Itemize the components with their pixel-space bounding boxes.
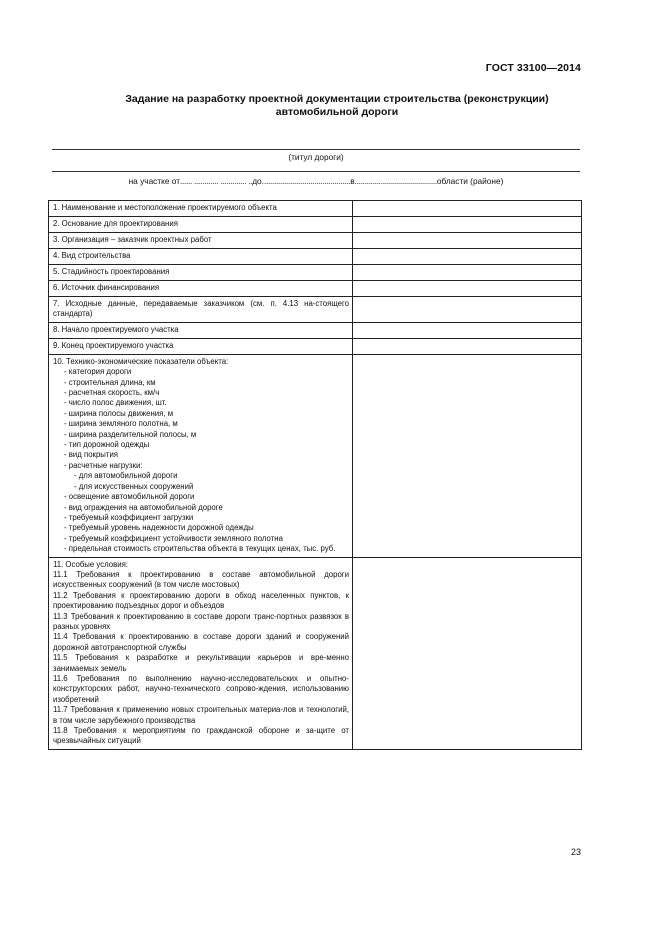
row-value-cell[interactable] — [353, 201, 582, 217]
row-label: 2. Основание для проектирования — [49, 217, 353, 233]
row-value-cell[interactable] — [353, 338, 582, 354]
section-suffix: области (районе) — [436, 176, 504, 186]
section-dots-from: ...... ............ ............. .. — [180, 176, 253, 186]
table-row-indicators — [49, 354, 582, 557]
row-value-cell[interactable] — [353, 265, 582, 281]
table-row-special-conditions — [49, 557, 582, 749]
row-label: 5. Стадийность проектирования — [49, 265, 353, 281]
row-value-cell[interactable] — [353, 281, 582, 297]
special-condition-item: 11.1 Требования к проектированию в составе автомобильной дороги искусственных сооружений (в том числе мостовых) — [53, 569, 349, 590]
section-in: в — [350, 176, 355, 186]
special-condition-item: 11.6 Требования по выполнению научно-исследовательских и опытно-конструкторских работ, научно-технического сопрово-ждения, использованию изобретений — [53, 674, 349, 704]
table-row — [49, 297, 582, 323]
load-item: - для искусственных сооружений — [74, 481, 194, 491]
table-row — [49, 338, 582, 354]
indicator-item: - ширина полосы движения, м — [64, 408, 174, 418]
row-label: 1. Наименование и местоположение проектируемого объекта — [49, 201, 353, 217]
indicator-item: - освещение автомобильной дороги — [64, 492, 195, 502]
row-label-text: 7. Исходные данные, передаваемые заказчиком (см. п. 4.13 на-стоящего стандарта) — [53, 299, 349, 319]
road-title-caption: (титул дороги) — [288, 152, 344, 162]
special-condition-item: 11.5 Требования к разработке и рекультивации карьеров и вре-менно занимаемых земель — [53, 653, 349, 673]
indicator-item: - тип дорожной одежды — [64, 440, 150, 450]
page-number: 23 — [570, 847, 581, 857]
table-row — [49, 281, 582, 297]
table-row — [49, 322, 582, 338]
table-row — [49, 233, 582, 249]
row-value-cell[interactable] — [353, 322, 582, 338]
indicator-item: - ширина разделительной полосы, м — [64, 429, 197, 439]
row-label: 9. Конец проектируемого участка — [49, 338, 353, 354]
special-condition-item: 11.3 Требования к проектированию в составе дороги транс-портных развязок в разных уровнях — [53, 611, 349, 631]
load-item: - для автомобильной дороги — [74, 471, 178, 481]
separator-line — [52, 171, 580, 172]
special-conditions-title: 11. Особые условия: — [53, 559, 128, 569]
document-title — [50, 93, 624, 119]
document-title-line-2: автомобильной дороги — [275, 106, 399, 118]
indicators-title: 10. Технико-экономические показатели объекта: — [53, 356, 229, 366]
section-prefix: на участке от — [128, 176, 181, 186]
indicator-item: - требуемый коэффициент устойчивости земляного полотна — [64, 533, 283, 543]
special-conditions-label — [49, 557, 353, 749]
standard-code: ГОСТ 33100—2014 — [485, 62, 581, 74]
table-row — [49, 265, 582, 281]
indicator-item: - ширина земляного полотна, м — [64, 419, 178, 429]
row-value-cell[interactable] — [353, 354, 582, 557]
indicator-item: - расчетная скорость, км/ч — [64, 388, 160, 398]
table-row — [49, 201, 582, 217]
row-value-cell[interactable] — [353, 297, 582, 323]
indicator-item: - требуемый уровень надежности дорожной одежды — [64, 523, 254, 533]
row-label: 3. Организация – заказчик проектных работ — [49, 233, 353, 249]
section-dots-to: ........................................... — [263, 176, 351, 186]
indicator-item: - вид ограждения на автомобильной дороге — [64, 502, 223, 512]
special-condition-item: 11.8 Требования к мероприятиям по гражданской обороне и за-щите от чрезвычайных ситуаций — [53, 726, 349, 746]
row-label: 8. Начало проектируемого участка — [49, 322, 353, 338]
table-row — [49, 217, 582, 233]
special-condition-item: 11.7 Требования к применению новых строительных материа-лов и технологий, в том числе зарубежного производства — [53, 705, 349, 725]
row-label: 4. Вид строительства — [49, 249, 353, 265]
table-row — [49, 249, 582, 265]
indicators-label — [49, 354, 353, 557]
indicator-item: - предельная стоимость строительства объекта в текущих ценах, тыс. руб. — [64, 544, 336, 554]
section-to: до. — [252, 176, 264, 186]
indicator-item: - вид покрытия — [64, 450, 119, 460]
indicator-item: - категория дороги — [64, 367, 132, 377]
row-label — [49, 297, 353, 323]
row-value-cell[interactable] — [353, 217, 582, 233]
section-location-line — [52, 176, 580, 186]
special-condition-item: 11.2 Требования к проектированию дороги в обход населенных пунктов, к проектированию подъездных дорог и объездов — [53, 590, 349, 611]
road-title-line — [52, 149, 580, 150]
row-value-cell[interactable] — [353, 557, 582, 749]
document-title-line-1: Задание на разработку проектной документации строительства (реконструкции) — [125, 93, 549, 105]
special-condition-item: 11.4 Требования к проектированию в составе дороги зданий и сооружений дорожной автотранспортной службы — [53, 632, 349, 652]
indicator-item: - строительная длина, км — [64, 377, 156, 387]
row-value-cell[interactable] — [353, 233, 582, 249]
assignment-table — [48, 200, 582, 750]
row-label: 6. Источник финансирования — [49, 281, 353, 297]
row-value-cell[interactable] — [353, 249, 582, 265]
indicator-item: - требуемый коэффициент загрузки — [64, 512, 194, 522]
indicator-item: - число полос движения, шт. — [64, 398, 167, 408]
indicator-item: - расчетные нагрузки: — [64, 460, 143, 470]
section-dots-region: ......................................... — [354, 176, 437, 186]
